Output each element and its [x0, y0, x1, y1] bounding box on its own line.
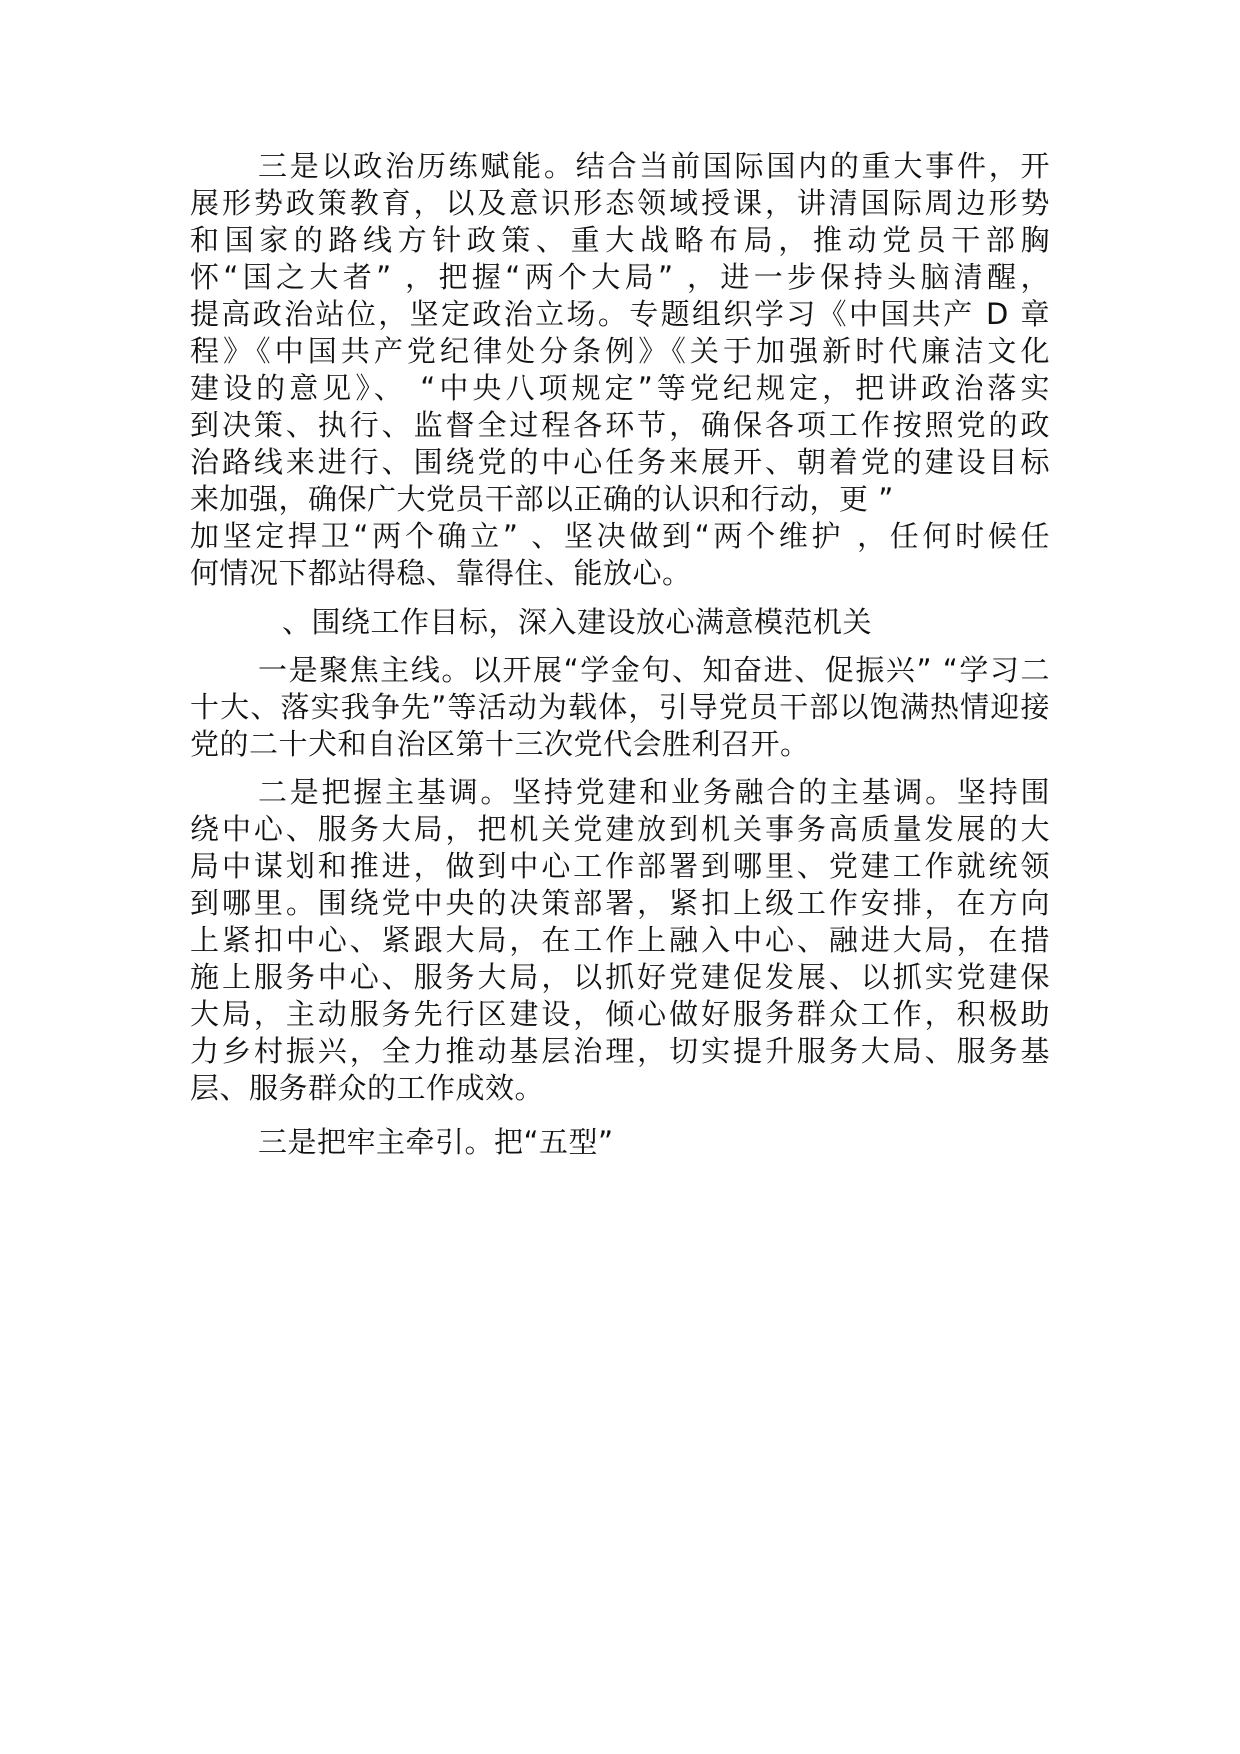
text-line: 提高政治站位，坚定政治立场。专题组织学习《中国共产 D 章 [190, 297, 1050, 331]
text-line: 来加强，确保广大党员干部以正确的认识和行动，更 ” [190, 482, 894, 516]
text-line: 大局，主动服务先行区建设，倾心做好服务群众工作，积极助 [190, 997, 1050, 1031]
text-line: 到哪里。围绕党中央的决策部署，紧扣上级工作安排，在方向 [190, 886, 1050, 920]
text-line: 十大、落实我争先”等活动为载体，引导党员干部以饱满热情迎接 [190, 690, 1050, 724]
text-line: 局中谋划和推进，做到中心工作部署到哪里、党建工作就统领 [190, 849, 1050, 883]
text-line: 展形势政策教育，以及意识形态领域授课，讲清国际周边形势 [190, 186, 1050, 220]
text-line: 党的二十犬和自治区第十三次党代会胜利召开。 [190, 727, 810, 761]
text-line: 加坚定捍卫“两个确立” 、坚决做到“两个维护 ，任何时候任 [190, 519, 1050, 553]
text-line: 一是聚焦主线。以开展“学金句、知奋进、促振兴” “学习二 [258, 653, 1050, 687]
text-line: 上紧扣中心、紧跟大局，在工作上融入中心、融进大局，在措 [190, 923, 1050, 957]
text-line: 力乡村振兴，全力推动基层治理，切实提升服务大局、服务基 [190, 1034, 1050, 1068]
text-line: 绕中心、服务大局，把机关党建放到机关事务高质量发展的大 [190, 812, 1050, 846]
section-heading: 、围绕工作目标，深入建设放心满意模范机关 [282, 605, 873, 639]
text-line: 三是把牢主牵引。把“五型” [258, 1125, 614, 1159]
text-line: 怀“国之大者” ，把握“两个大局” ，进一步保持头脑清醒， [190, 260, 1050, 294]
text-line: 治路线来进行、围绕党的中心任务来展开、朝着党的建设目标 [190, 445, 1050, 479]
text-line: 何情况下都站得稳、靠得住、能放心。 [190, 556, 692, 590]
text-line: 层、服务群众的工作成效。 [190, 1071, 545, 1105]
text-line: 二是把握主基调。坚持党建和业务融合的主基调。坚持围 [258, 775, 1050, 809]
text-line: 程》《中国共产党纪律处分条例》《关于加强新时代廉洁文化 [190, 334, 1050, 368]
text-line: 建设的意见》、 “中央八项规定”等党纪规定，把讲政治落实 [190, 371, 1050, 405]
text-line: 到决策、执行、监督全过程各环节，确保各项工作按照党的政 [190, 408, 1050, 442]
text-line: 三是以政治历练赋能。结合当前国际国内的重大事件，开 [258, 149, 1050, 183]
text-line: 施上服务中心、服务大局，以抓好党建促发展、以抓实党建保 [190, 960, 1050, 994]
text-line: 和国家的路线方针政策、重大战略布局，推动党员干部胸 [190, 223, 1050, 257]
